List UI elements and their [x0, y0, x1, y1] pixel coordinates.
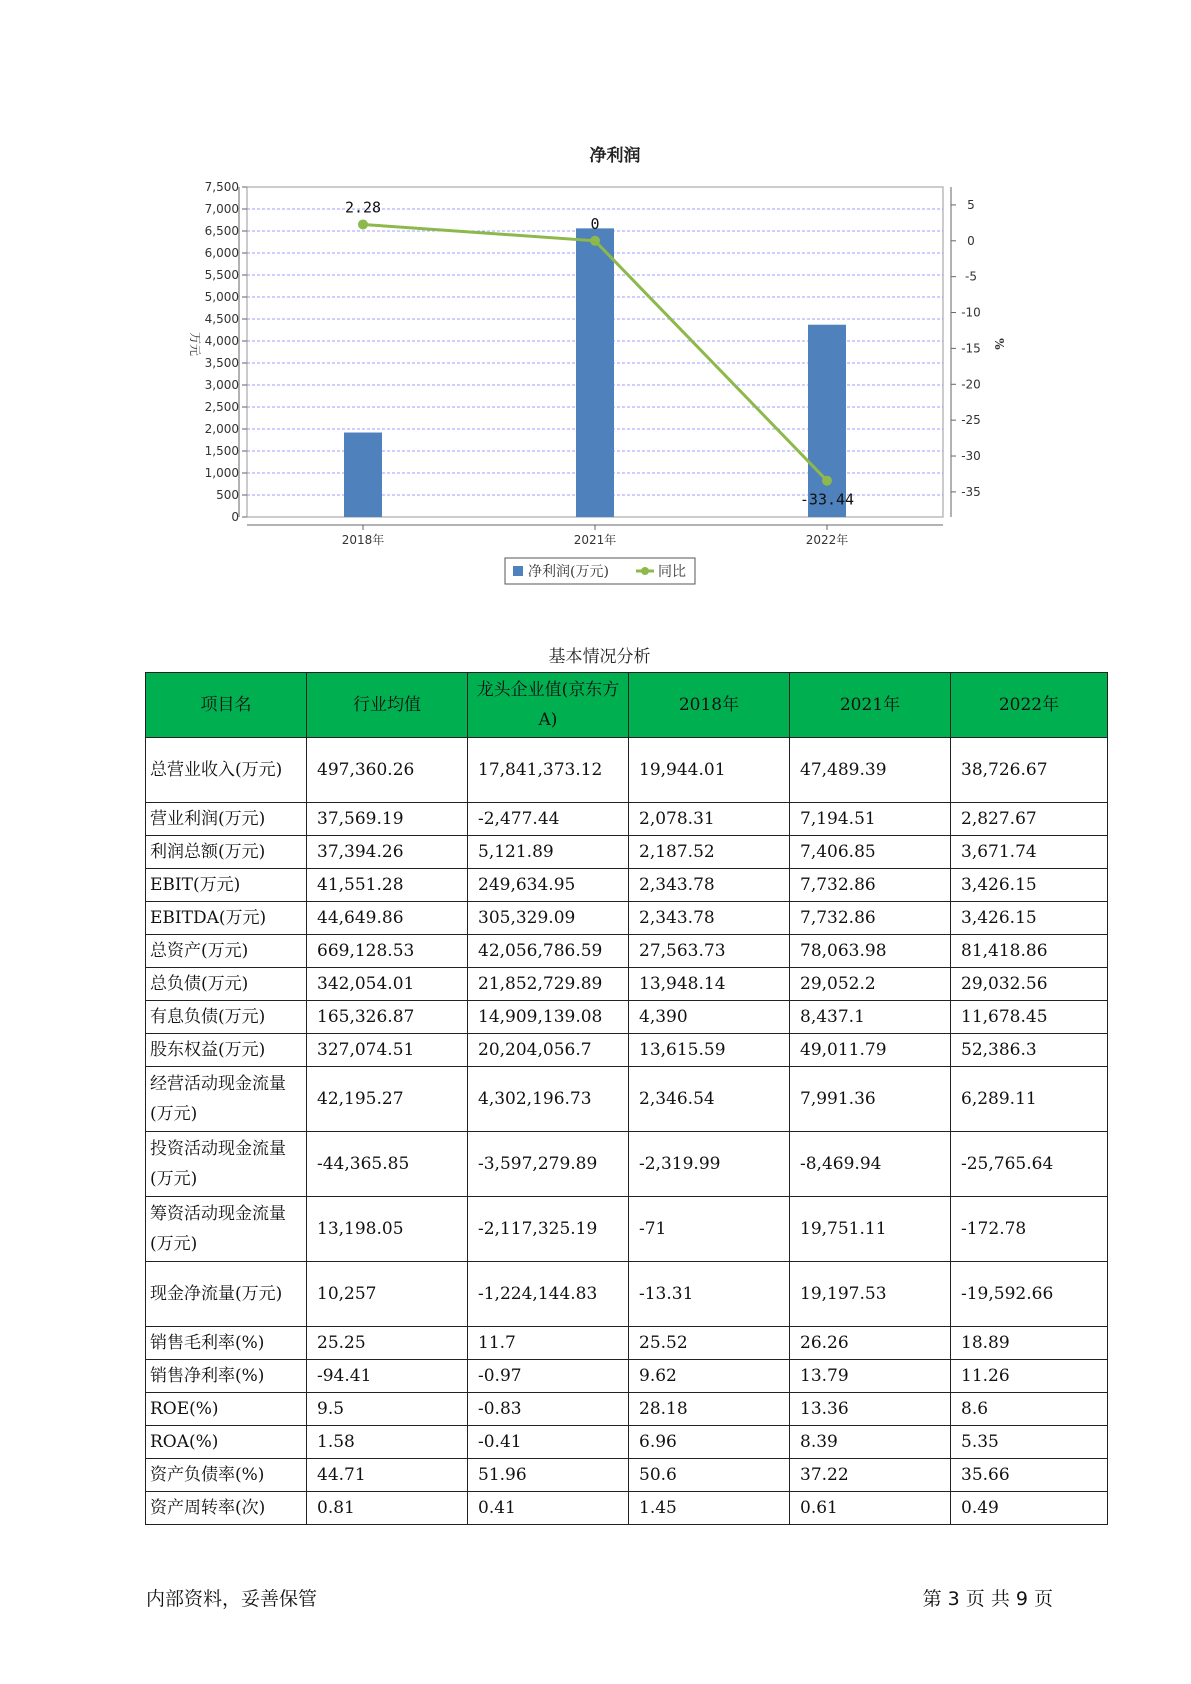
table-cell: 78,063.98	[790, 935, 951, 968]
table-cell: 497,360.26	[307, 738, 468, 803]
table-cell: 2,187.52	[629, 836, 790, 869]
row-label: 资产负债率(%)	[146, 1459, 307, 1492]
y-tick-label: 7,500	[204, 180, 239, 194]
table-row	[146, 1360, 1108, 1393]
row-label: 销售净利率(%)	[146, 1360, 307, 1393]
table-cell: 37,569.19	[307, 803, 468, 836]
table-cell: 42,056,786.59	[468, 935, 629, 968]
table-cell: 42,195.27	[307, 1067, 468, 1132]
table-cell: 165,326.87	[307, 1001, 468, 1034]
table-cell: 0.81	[307, 1492, 468, 1525]
column-header: 2022年	[951, 673, 1108, 738]
table-cell: 35.66	[951, 1459, 1108, 1492]
table-cell: 17,841,373.12	[468, 738, 629, 803]
y-tick-label: 1,000	[204, 466, 239, 480]
table-row	[146, 1459, 1108, 1492]
table-cell: 2,078.31	[629, 803, 790, 836]
row-label: 总负债(万元)	[146, 968, 307, 1001]
table-cell: 3,426.15	[951, 902, 1108, 935]
y-tick-label: 5,500	[204, 268, 239, 282]
table-cell: 0.61	[790, 1492, 951, 1525]
legend-line-label: 同比	[658, 564, 686, 580]
table-cell: 2,346.54	[629, 1067, 790, 1132]
yoy-point	[358, 219, 368, 229]
footer-page-number: 第 3 页 共 9 页	[922, 1588, 1053, 1610]
row-label: 投资活动现金流量(万元)	[146, 1132, 307, 1197]
table-cell: -2,117,325.19	[468, 1197, 629, 1262]
table-row	[146, 1034, 1108, 1067]
table-cell: 19,944.01	[629, 738, 790, 803]
legend-line-marker	[641, 567, 649, 575]
row-label: 有息负债(万元)	[146, 1001, 307, 1034]
y2-tick-label: -10	[961, 305, 981, 320]
row-label: 股东权益(万元)	[146, 1034, 307, 1067]
row-label: ROA(%)	[146, 1426, 307, 1459]
yoy-data-label: 0	[590, 214, 600, 233]
yoy-data-label: 2.28	[344, 198, 382, 217]
legend-bar-label: 净利润(万元)	[528, 564, 609, 580]
table-cell: 0.49	[951, 1492, 1108, 1525]
x-tick-label: 2018年	[341, 533, 385, 547]
table-cell: -13.31	[629, 1262, 790, 1327]
table-cell: 6.96	[629, 1426, 790, 1459]
table-cell: 37,394.26	[307, 836, 468, 869]
table-row	[146, 1426, 1108, 1459]
row-label: 现金净流量(万元)	[146, 1262, 307, 1327]
table-cell: 27,563.73	[629, 935, 790, 968]
table-cell: -0.41	[468, 1426, 629, 1459]
row-label: 利润总额(万元)	[146, 836, 307, 869]
column-header: 行业均值	[307, 673, 468, 738]
column-header: 项目名	[146, 673, 307, 738]
table-cell: -8,469.94	[790, 1132, 951, 1197]
legend-bar-swatch	[513, 566, 523, 576]
y2-tick-label: -30	[961, 449, 981, 464]
y2-tick-label: -35	[961, 484, 981, 499]
table-cell: 14,909,139.08	[468, 1001, 629, 1034]
y-tick-label: 4,500	[204, 312, 239, 326]
y2-tick-label: -20	[961, 377, 981, 392]
y-tick-label: 2,000	[204, 422, 239, 436]
table-row	[146, 738, 1108, 803]
table-cell: -71	[629, 1197, 790, 1262]
table-row	[146, 1132, 1108, 1197]
table-cell: 29,032.56	[951, 968, 1108, 1001]
table-cell: 13.36	[790, 1393, 951, 1426]
y-tick-label: 3,500	[204, 356, 239, 370]
table-cell: 7,194.51	[790, 803, 951, 836]
y-tick-label: 2,500	[204, 400, 239, 414]
y-tick-label: 1,500	[204, 444, 239, 458]
row-label: 总资产(万元)	[146, 935, 307, 968]
basic-analysis-table	[145, 672, 1108, 1525]
table-cell: 6,289.11	[951, 1067, 1108, 1132]
table-row	[146, 1492, 1108, 1525]
table-cell: -19,592.66	[951, 1262, 1108, 1327]
table-cell: 25.25	[307, 1327, 468, 1360]
row-label: 营业利润(万元)	[146, 803, 307, 836]
table-cell: 19,197.53	[790, 1262, 951, 1327]
row-label: 总营业收入(万元)	[146, 738, 307, 803]
table-cell: -0.83	[468, 1393, 629, 1426]
y-tick-label: 500	[216, 488, 239, 502]
bar-2021年	[576, 228, 614, 517]
table-cell: 13,948.14	[629, 968, 790, 1001]
table-cell: -172.78	[951, 1197, 1108, 1262]
yoy-point	[822, 476, 832, 486]
table-cell: 10,257	[307, 1262, 468, 1327]
table-cell: 51.96	[468, 1459, 629, 1492]
table-cell: 7,406.85	[790, 836, 951, 869]
table-cell: 11.7	[468, 1327, 629, 1360]
table-cell: 13,198.05	[307, 1197, 468, 1262]
row-label: 资产周转率(次)	[146, 1492, 307, 1525]
table-cell: 29,052.2	[790, 968, 951, 1001]
table-cell: 11.26	[951, 1360, 1108, 1393]
table-row	[146, 803, 1108, 836]
table-cell: 2,343.78	[629, 902, 790, 935]
table-cell: 249,634.95	[468, 869, 629, 902]
net-profit-chart	[0, 0, 1191, 600]
table-cell: 44,649.86	[307, 902, 468, 935]
y-tick-label: 0	[231, 510, 239, 524]
table-cell: 8.6	[951, 1393, 1108, 1426]
bar-2022年	[808, 325, 846, 517]
y2-tick-label: -25	[961, 413, 981, 428]
table-cell: 21,852,729.89	[468, 968, 629, 1001]
column-header: 龙头企业值(京东方A)	[468, 673, 629, 738]
table-cell: 8.39	[790, 1426, 951, 1459]
table-cell: 38,726.67	[951, 738, 1108, 803]
table-cell: 4,390	[629, 1001, 790, 1034]
table-cell: 28.18	[629, 1393, 790, 1426]
table-cell: 49,011.79	[790, 1034, 951, 1067]
table-caption: 基本情况分析	[548, 647, 651, 667]
table-cell: 4,302,196.73	[468, 1067, 629, 1132]
footer-confidential-note: 内部资料，妥善保管	[146, 1588, 318, 1610]
table-cell: 7,991.36	[790, 1067, 951, 1132]
table-cell: 26.26	[790, 1327, 951, 1360]
table-cell: 13.79	[790, 1360, 951, 1393]
y-tick-label: 7,000	[204, 202, 239, 216]
table-cell: 41,551.28	[307, 869, 468, 902]
y-tick-label: 6,000	[204, 246, 239, 260]
table-cell: -2,477.44	[468, 803, 629, 836]
x-tick-label: 2021年	[573, 533, 617, 547]
table-cell: -0.97	[468, 1360, 629, 1393]
table-cell: -1,224,144.83	[468, 1262, 629, 1327]
bar-2018年	[344, 433, 382, 517]
table-cell: 81,418.86	[951, 935, 1108, 968]
yoy-point	[590, 236, 600, 246]
y-axis-label: 万元	[188, 331, 202, 357]
table-cell: 8,437.1	[790, 1001, 951, 1034]
column-header: 2018年	[629, 673, 790, 738]
table-cell: 5,121.89	[468, 836, 629, 869]
table-cell: -25,765.64	[951, 1132, 1108, 1197]
table-row	[146, 902, 1108, 935]
table-cell: -2,319.99	[629, 1132, 790, 1197]
table-cell: 44.71	[307, 1459, 468, 1492]
table-cell: 305,329.09	[468, 902, 629, 935]
table-cell: 20,204,056.7	[468, 1034, 629, 1067]
table-cell: 47,489.39	[790, 738, 951, 803]
row-label: 销售毛利率(%)	[146, 1327, 307, 1360]
y-tick-label: 4,000	[204, 334, 239, 348]
row-label: EBIT(万元)	[146, 869, 307, 902]
row-label: 筹资活动现金流量(万元)	[146, 1197, 307, 1262]
table-row	[146, 935, 1108, 968]
table-cell: 9.62	[629, 1360, 790, 1393]
table-row	[146, 1327, 1108, 1360]
table-row	[146, 1001, 1108, 1034]
table-cell: -44,365.85	[307, 1132, 468, 1197]
table-cell: 2,343.78	[629, 869, 790, 902]
table-cell: 1.45	[629, 1492, 790, 1525]
y2-tick-label: 0	[967, 233, 975, 248]
table-row	[146, 968, 1108, 1001]
table-cell: 669,128.53	[307, 935, 468, 968]
y2-axis-label: %	[992, 338, 1006, 350]
table-row	[146, 1197, 1108, 1262]
x-tick-label: 2022年	[805, 533, 849, 547]
y-tick-label: 6,500	[204, 224, 239, 238]
column-header: 2021年	[790, 673, 951, 738]
table-cell: 18.89	[951, 1327, 1108, 1360]
table-cell: 52,386.3	[951, 1034, 1108, 1067]
table-header-row	[146, 673, 1108, 738]
table-cell: 7,732.86	[790, 869, 951, 902]
table-cell: 50.6	[629, 1459, 790, 1492]
row-label: 经营活动现金流量(万元)	[146, 1067, 307, 1132]
table-cell: 5.35	[951, 1426, 1108, 1459]
table-cell: 19,751.11	[790, 1197, 951, 1262]
y2-tick-label: 5	[967, 197, 975, 212]
table-row	[146, 1067, 1108, 1132]
table-row	[146, 869, 1108, 902]
table-cell: 0.41	[468, 1492, 629, 1525]
table-cell: 7,732.86	[790, 902, 951, 935]
table-cell: 25.52	[629, 1327, 790, 1360]
row-label: EBITDA(万元)	[146, 902, 307, 935]
table-cell: -3,597,279.89	[468, 1132, 629, 1197]
table-row	[146, 1393, 1108, 1426]
table-cell: 3,426.15	[951, 869, 1108, 902]
table-cell: 2,827.67	[951, 803, 1108, 836]
y2-tick-label: -5	[965, 269, 977, 284]
table-cell: -94.41	[307, 1360, 468, 1393]
y-tick-label: 5,000	[204, 290, 239, 304]
table-cell: 327,074.51	[307, 1034, 468, 1067]
y2-tick-label: -15	[961, 341, 981, 356]
table-cell: 3,671.74	[951, 836, 1108, 869]
table-row	[146, 836, 1108, 869]
table-cell: 9.5	[307, 1393, 468, 1426]
table-cell: 37.22	[790, 1459, 951, 1492]
table-row	[146, 1262, 1108, 1327]
table-cell: 13,615.59	[629, 1034, 790, 1067]
table-cell: 342,054.01	[307, 968, 468, 1001]
table-cell: 1.58	[307, 1426, 468, 1459]
y-tick-label: 3,000	[204, 378, 239, 392]
row-label: ROE(%)	[146, 1393, 307, 1426]
chart-title: 净利润	[589, 146, 641, 166]
table-cell: 11,678.45	[951, 1001, 1108, 1034]
yoy-data-label: -33.44	[799, 490, 855, 509]
